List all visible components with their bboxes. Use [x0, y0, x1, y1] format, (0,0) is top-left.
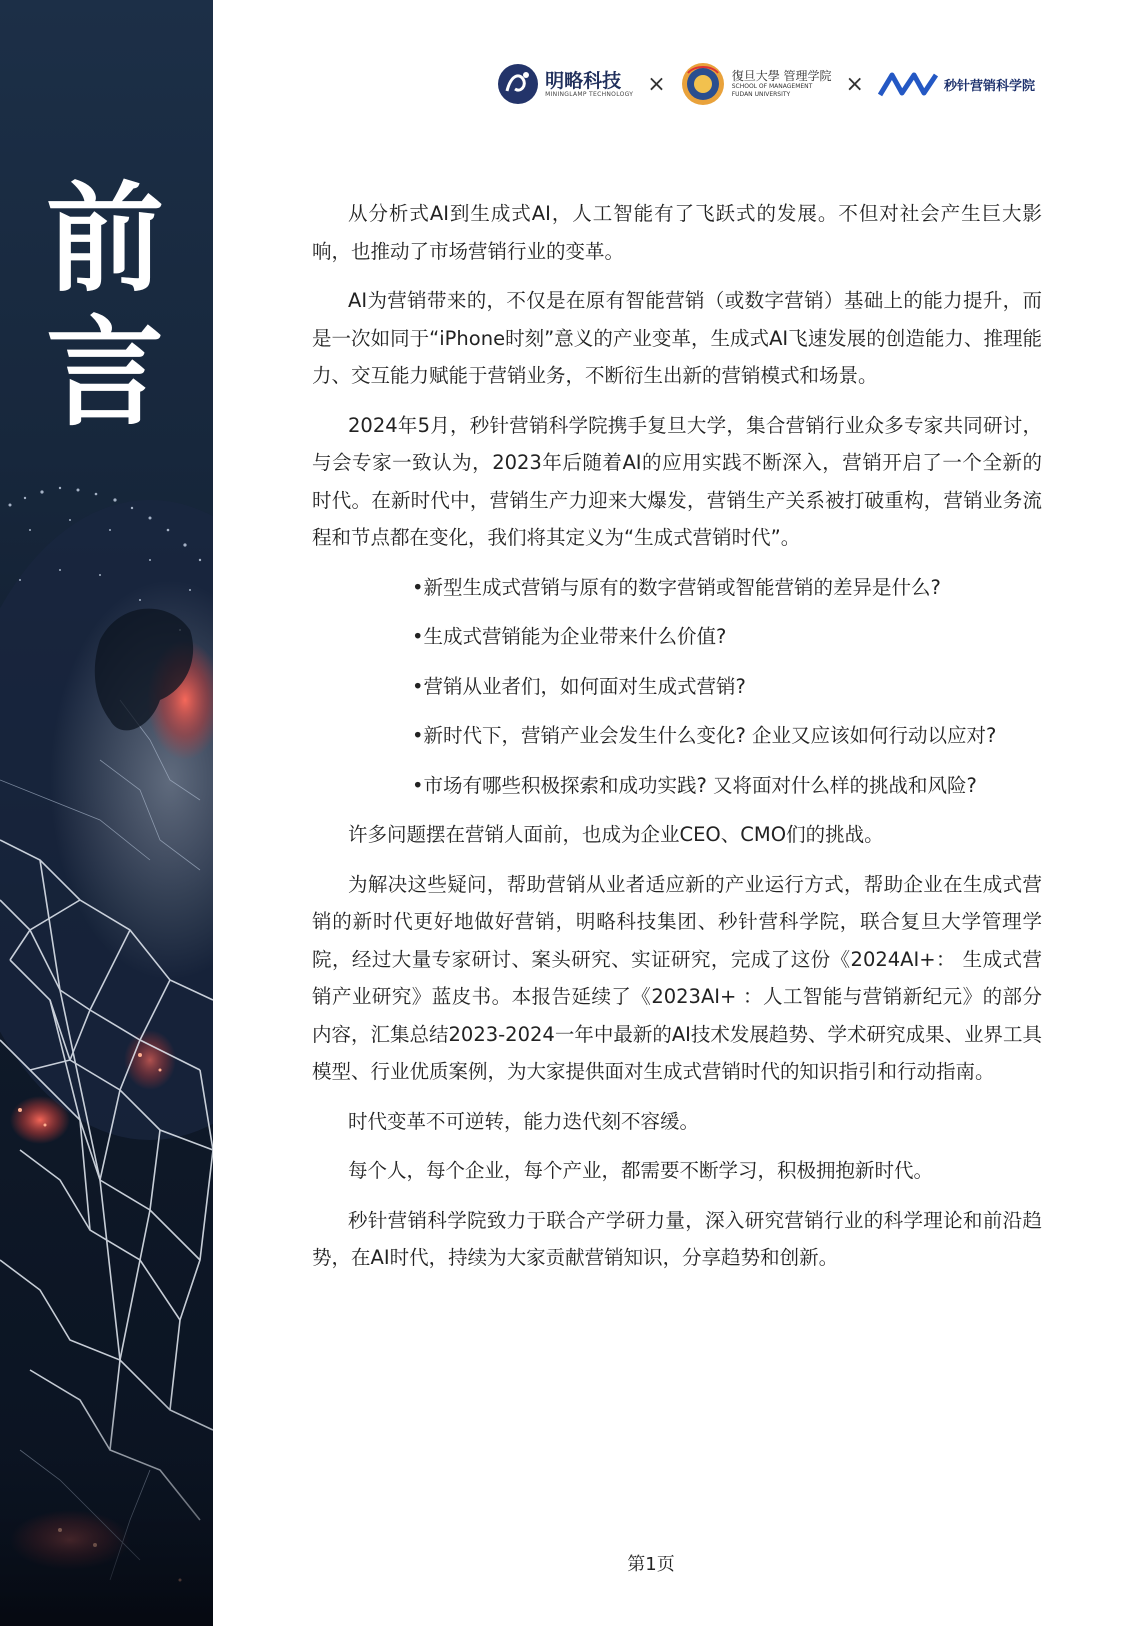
paragraph: 每个人，每个企业，每个产业，都需要不断学习，积极拥抱新时代。	[348, 1159, 934, 1182]
paragraph: 为解决这些疑问，帮助营销从业者适应新的产业运行方式，帮助企业在生成式营销的新时代更好地做好营销，明略科技集团、秒针营科学院，联合复旦大学管理学院，经过大量专家研讨、案头研究、实证研究，完成了这份《2024AI+： 生成式营销产业研究》蓝皮书。本报告延续了《2023AI+ ：人工智能与营销新纪元》的部分内容，汇集总结2023-2024一年中最新的AI技术发展趋势、学术研究成果、业界工具模型、行业优质案例，为大家提供面对生成式营销时代的知识指引和行动指南。	[312, 872, 1042, 1083]
minglue-mark-icon	[497, 63, 539, 105]
partner-logos	[497, 56, 1035, 112]
logo-separator: ×	[647, 71, 666, 97]
title-char-yan: 言	[45, 304, 164, 442]
preface-body	[312, 195, 1042, 1289]
paragraph: 2024年5月，秒针营销科学院携手复旦大学，集合营销行业众多专家共同研讨，与会专家一致认为，2023年后随着AI的应用实践不断深入，营销开启了一个全新的时代。在新时代中，营销生产力迎来大爆发，营销生产关系被打破重构，营销业务流程和节点都在变化，我们将其定义为“生成式营销时代”。	[312, 413, 1042, 549]
question-item: •市场有哪些积极探索和成功实践? 又将面对什么样的挑战和风险?	[412, 773, 977, 797]
title-char-qian: 前	[45, 170, 164, 308]
minglue-name: 明略科技	[545, 69, 622, 92]
question-item: •生成式营销能为企业带来什么价值?	[412, 625, 727, 648]
miaozhen-name: 秒针营销科学院	[943, 78, 1035, 94]
minglue-subname: MININGLAMP TECHNOLOGY	[545, 90, 634, 98]
question-item: •营销从业者们，如何面对生成式营销?	[412, 674, 746, 698]
question-item: •新型生成式营销与原有的数字营销或智能营销的差异是什么?	[412, 575, 941, 599]
page-footer	[0, 1550, 1125, 1576]
paragraph: 许多问题摆在营销人面前，也成为企业CEO、CMO们的挑战。	[348, 823, 884, 846]
logo-separator: ×	[845, 71, 864, 97]
paragraph: 时代变革不可逆转，能力迭代刻不容缓。	[348, 1109, 700, 1133]
fudan-emblem-icon	[680, 61, 726, 107]
paragraph: AI为营销带来的，不仅是在原有智能营销（或数字营销）基础上的能力提升，而是一次如同于“iPhone时刻”意义的产业变革，生成式AI飞速发展的创造能力、推理能力、交互能力赋能于营销业务，不断衍生出新的营销模式和场景。	[312, 289, 1042, 387]
logo-miaozhen	[878, 69, 1035, 99]
question-item: •新时代下，营销产业会发生什么变化? 企业又应该如何行动以应对?	[412, 724, 997, 747]
logo-minglue	[497, 63, 633, 105]
sidebar-panel	[0, 0, 213, 1626]
fudan-subname-2: FUDAN UNIVERSITY	[731, 91, 791, 98]
logo-fudan	[680, 61, 832, 107]
section-title-vertical	[40, 172, 170, 440]
fudan-subname-1: SCHOOL OF MANAGEMENT	[731, 83, 813, 90]
paragraph: 从分析式AI到生成式AI，人工智能有了飞跃式的发展。不但对社会产生巨大影响，也推动了市场营销行业的变革。	[312, 202, 1042, 263]
miaozhen-mark-icon	[878, 69, 938, 99]
page-number: 第1页	[627, 1554, 675, 1575]
paragraph: 秒针营销科学院致力于联合产学研力量，深入研究营销行业的科学理论和前沿趋势，在AI时代，持续为大家贡献营销知识，分享趋势和创新。	[312, 1208, 1042, 1269]
fudan-name: 復旦大學 管理学院	[731, 69, 832, 83]
